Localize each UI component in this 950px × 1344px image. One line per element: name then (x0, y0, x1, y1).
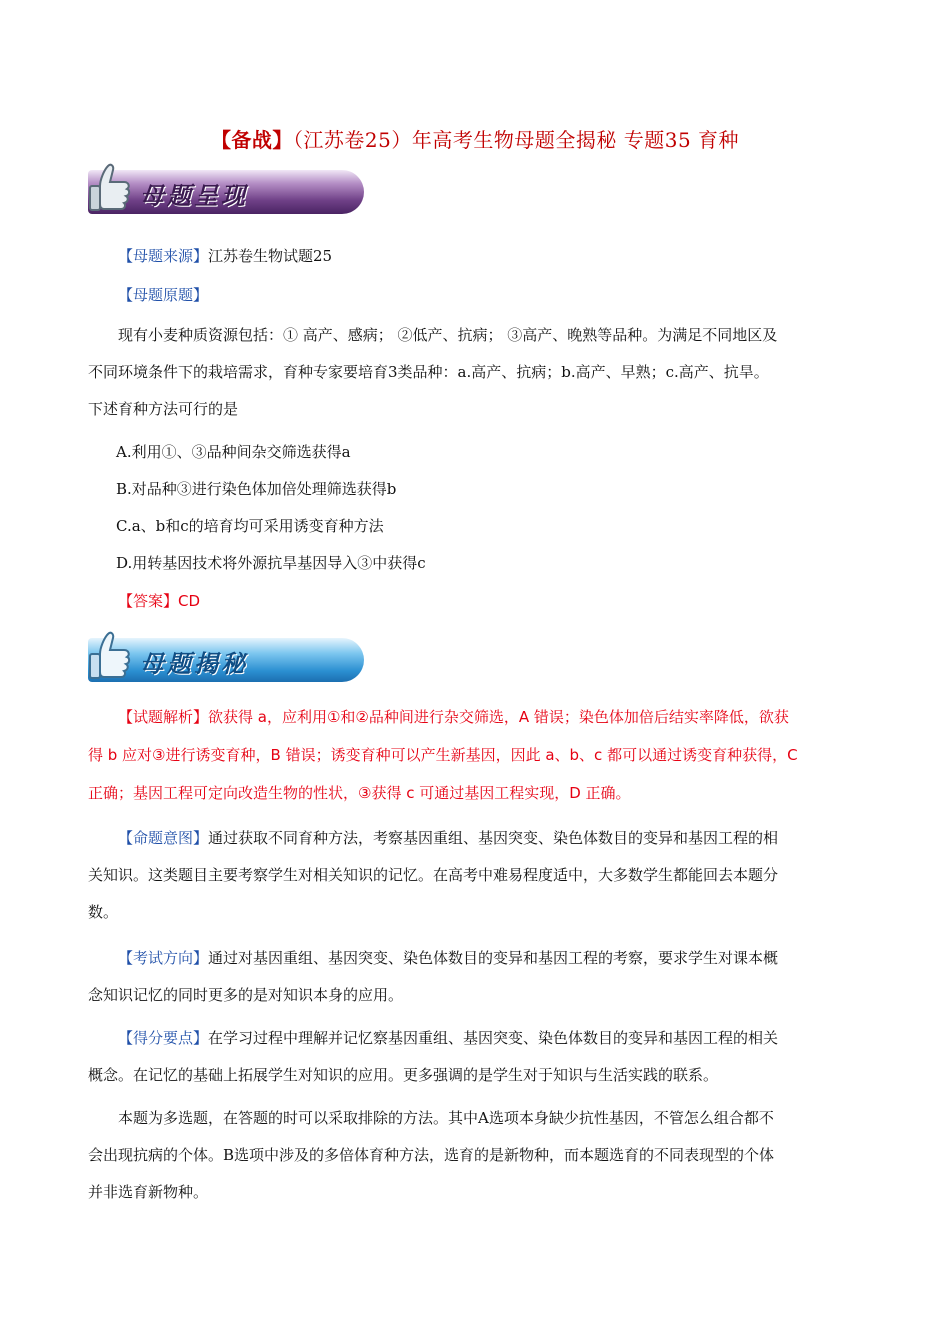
analysis-line: 正确；基因工程可定向改造生物的性状，③获得 c 可通过基因工程实现，D 正确。 (88, 784, 631, 802)
intent-block (88, 820, 864, 931)
points-line: 概念。在记忆的基础上拓展学生对知识的应用。更多强调的是学生对于知识与生活实践的联系。 (88, 1066, 719, 1084)
answer-line (88, 583, 864, 620)
thumbs-up-icon (86, 628, 136, 688)
answer-tag: 【答案】 (118, 592, 179, 610)
points-line: 在学习过程中理解并记忆察基因重组、基因突变、染色体数目的变异和基因工程的相关 (208, 1029, 779, 1047)
direction-block (88, 940, 864, 1014)
intent-line: 关知识。这类题目主要考察学生对相关知识的记忆。在高考中难易程度适中，大多数学生都能回去本题分 (88, 866, 779, 884)
direction-line: 通过对基因重组、基因突变、染色体数目的变异和基因工程的考察，要求学生对课本概 (208, 949, 779, 967)
stem-line: 不同环境条件下的栽培需求，育种专家要培育3类品种：a.高产、抗病；b.高产、早熟；c.高产、抗旱。 (88, 363, 769, 381)
option-a: A.利用①、③品种间杂交筛选获得a (116, 443, 351, 461)
note-line: 本题为多选题，在答题的时可以采取排除的方法。其中A选项本身缺少抗性基因，不管怎么组合都不 (118, 1109, 774, 1127)
title-text: （江苏卷25）年高考生物母题全揭秘 专题35 育种 (292, 128, 740, 152)
question-tag-line (88, 277, 864, 314)
analysis-tag: 【试题解析】 (118, 708, 209, 726)
analysis-line: 得 b 应对③进行诱变育种，B 错误；诱变育种可以产生新基因，因此 a、b、c 都可以通过诱变育种获得，C (88, 746, 798, 764)
question-tag: 【母题原题】 (118, 286, 209, 304)
intent-line: 通过获取不同育种方法，考察基因重组、基因突变、染色体数目的变异和基因工程的相 (208, 829, 779, 847)
title-bracket: 【备战】 (210, 128, 293, 152)
source-text: 江苏卷生物试题25 (208, 247, 333, 265)
analysis-line: 欲获得 a，应利用①和②品种间进行杂交筛选，A 错误；染色体加倍后结实率降低，欲获 (208, 708, 789, 726)
answer-value: CD (178, 592, 201, 610)
banner-present-label: 母题呈现 (140, 181, 248, 210)
note-block (88, 1100, 864, 1211)
points-block (88, 1020, 864, 1094)
direction-tag: 【考试方向】 (118, 949, 209, 967)
stem-line: 下述育种方法可行的是 (88, 400, 239, 418)
analysis-block (88, 698, 864, 812)
intent-line: 数。 (88, 903, 119, 921)
note-line: 并非选育新物种。 (88, 1183, 209, 1201)
option-d: D.用转基因技术将外源抗旱基因导入③中获得c (116, 554, 426, 572)
source-line (88, 238, 864, 275)
points-tag: 【得分要点】 (118, 1029, 209, 1047)
option-b: B.对品种③进行染色体加倍处理筛选获得b (116, 480, 397, 498)
banner-reveal (88, 638, 364, 682)
banner-reveal-label: 母题揭秘 (140, 649, 248, 678)
thumbs-up-icon (86, 160, 136, 220)
note-line: 会出现抗病的个体。B选项中涉及的多倍体育种方法，选育的是新物种，而本题选育的不同表现型的个体 (88, 1146, 775, 1164)
direction-line: 念知识记忆的同时更多的是对知识本身的应用。 (88, 986, 404, 1004)
intent-tag: 【命题意图】 (118, 829, 209, 847)
question-stem (88, 317, 864, 428)
source-tag: 【母题来源】 (118, 247, 209, 265)
page-title (0, 124, 950, 153)
stem-line: 现有小麦种质资源包括：① 高产、感病； ②低产、抗病； ③高产、晚熟等品种。为满足不同地区及 (118, 326, 778, 344)
banner-present (88, 170, 364, 214)
option-c: C.a、b和c的培育均可采用诱变育种方法 (116, 517, 384, 535)
